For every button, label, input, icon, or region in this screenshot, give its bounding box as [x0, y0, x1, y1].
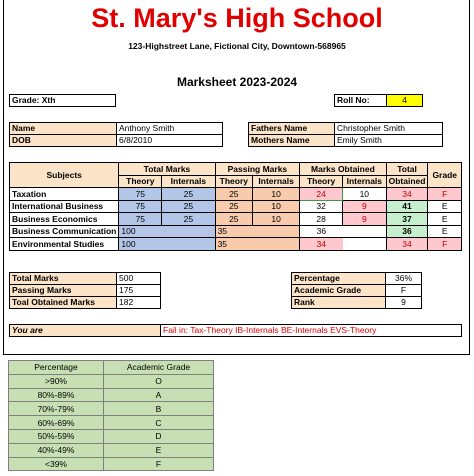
- legend-grade: E: [104, 443, 214, 457]
- legend-row: [9, 416, 214, 430]
- legend-range: 50%-59%: [9, 429, 104, 443]
- mo-internals-header: Internals: [343, 175, 387, 188]
- passing-marks-value: 175: [116, 284, 161, 297]
- rank-label: Rank: [291, 296, 386, 309]
- mo-theory: 36: [300, 225, 343, 238]
- academic-grade-value: F: [385, 284, 422, 297]
- father-name-value: Christopher Smith: [334, 122, 443, 135]
- tm-internals: [162, 238, 215, 251]
- passing-marks-label: Passing Marks: [9, 284, 117, 297]
- legend-row: [9, 429, 214, 443]
- tm-internals: [162, 225, 215, 238]
- row-grade: F: [428, 188, 462, 201]
- legend-grade: B: [104, 402, 214, 416]
- row-grade: E: [428, 200, 462, 213]
- mother-name-value: Emily Smith: [334, 134, 443, 147]
- total-marks-value: 500: [116, 272, 161, 285]
- marks-obtained-header: Marks Obtained: [300, 163, 386, 176]
- pm-internals: 10: [253, 188, 300, 201]
- mo-internals: 10: [343, 188, 387, 201]
- name-value: Anthony Smith: [116, 122, 223, 135]
- pm-internals: [253, 238, 300, 251]
- grade-legend-table: [8, 360, 214, 471]
- marks-table: [9, 162, 462, 251]
- pm-internals: [253, 225, 300, 238]
- subject-name: Environmental Studies: [10, 238, 119, 251]
- dob-label: DOB: [9, 134, 117, 147]
- pm-theory: 25: [215, 188, 252, 201]
- total-marks-header: Total Marks: [119, 163, 215, 176]
- father-name-label: Fathers Name: [248, 122, 335, 135]
- row-grade: E: [428, 213, 462, 226]
- legend-grade: O: [104, 374, 214, 388]
- academic-grade-label: Academic Grade: [291, 284, 386, 297]
- subject-row: [10, 213, 462, 226]
- rank-value: 9: [385, 296, 422, 309]
- legend-grade: D: [104, 429, 214, 443]
- legend-grade: A: [104, 388, 214, 402]
- subjects-header: Subjects: [10, 163, 119, 188]
- pm-theory: 35: [215, 238, 252, 251]
- subject-name: Business Communication: [10, 225, 119, 238]
- mother-name-label: Mothers Name: [248, 134, 335, 147]
- tm-theory: 100: [119, 225, 162, 238]
- result-label: You are: [9, 324, 161, 337]
- legend-grade: C: [104, 416, 214, 430]
- subject-row: [10, 188, 462, 201]
- dob-value: 6/8/2010: [116, 134, 223, 147]
- roll-no-value: 4: [386, 94, 423, 107]
- tm-internals-header: Internals: [162, 175, 215, 188]
- row-total: 34: [386, 188, 428, 201]
- pm-theory: 25: [215, 213, 252, 226]
- result-fail-subjects: Fail in: Tax-Theory IB-Internals BE-Internals EVS-Theory: [160, 324, 462, 337]
- mo-theory-header: Theory: [300, 175, 343, 188]
- total-obtained-value: 182: [116, 296, 161, 309]
- tm-internals: 25: [162, 213, 215, 226]
- pm-theory-header: Theory: [215, 175, 252, 188]
- subject-row: [10, 238, 462, 251]
- percentage-label: Percentage: [291, 272, 386, 285]
- row-total: 34: [386, 238, 428, 251]
- legend-range: 40%-49%: [9, 443, 104, 457]
- legend-range: 80%-89%: [9, 388, 104, 402]
- subject-name: Taxation: [10, 188, 119, 201]
- legend-row: [9, 457, 214, 471]
- row-total: 37: [386, 213, 428, 226]
- legend-row: [9, 443, 214, 457]
- legend-range: 60%-69%: [9, 416, 104, 430]
- pm-internals-header: Internals: [253, 175, 300, 188]
- total-obtained-label: Toal Obtained Marks: [9, 296, 117, 309]
- name-label: Name: [9, 122, 117, 135]
- legend-range: 70%-79%: [9, 402, 104, 416]
- passing-marks-header: Passing Marks: [215, 163, 300, 176]
- grade-header: Grade: [428, 163, 462, 188]
- subject-row: [10, 225, 462, 238]
- row-grade: F: [428, 238, 462, 251]
- legend-range: >90%: [9, 374, 104, 388]
- mo-theory: 32: [300, 200, 343, 213]
- total-header: Total: [386, 163, 428, 176]
- subject-row: [10, 200, 462, 213]
- subject-name: International Business: [10, 200, 119, 213]
- pm-theory: 25: [215, 200, 252, 213]
- mo-internals: [343, 238, 387, 251]
- legend-percentage-header: Percentage: [9, 361, 104, 375]
- legend-row: [9, 374, 214, 388]
- row-grade: E: [428, 225, 462, 238]
- mo-internals: 9: [343, 200, 387, 213]
- legend-grade-header: Academic Grade: [104, 361, 214, 375]
- total-marks-label: Total Marks: [9, 272, 117, 285]
- legend-row: [9, 388, 214, 402]
- school-address: 123-Highstreet Lane, Fictional City, Downtown-568965: [128, 41, 346, 51]
- mo-theory: 34: [300, 238, 343, 251]
- mo-internals: 9: [343, 213, 387, 226]
- grade-class-cell: Grade: Xth: [9, 94, 116, 107]
- row-total: 36: [386, 225, 428, 238]
- mo-theory: 28: [300, 213, 343, 226]
- legend-row: [9, 402, 214, 416]
- pm-internals: 10: [253, 213, 300, 226]
- mo-internals: [343, 225, 387, 238]
- legend-range: <39%: [9, 457, 104, 471]
- roll-no-label: Roll No:: [334, 94, 387, 107]
- mo-theory[interactable]: 24: [300, 188, 343, 201]
- tm-internals: 25: [162, 200, 215, 213]
- tm-theory: 75: [119, 188, 162, 201]
- tm-theory-header: Theory: [119, 175, 162, 188]
- tm-theory: 75: [119, 213, 162, 226]
- tm-theory: 75: [119, 200, 162, 213]
- subject-name: Business Economics: [10, 213, 119, 226]
- school-name: St. Mary's High School: [91, 3, 383, 33]
- pm-internals: 10: [253, 200, 300, 213]
- tm-theory: 100: [119, 238, 162, 251]
- tm-internals: 25: [162, 188, 215, 201]
- obtained-header: Obtained: [386, 175, 428, 188]
- row-total: 41: [386, 200, 428, 213]
- legend-grade: F: [104, 457, 214, 471]
- marksheet-title: Marksheet 2023-2024: [176, 75, 298, 89]
- pm-theory: 35: [215, 225, 252, 238]
- percentage-value: 36%: [385, 272, 422, 285]
